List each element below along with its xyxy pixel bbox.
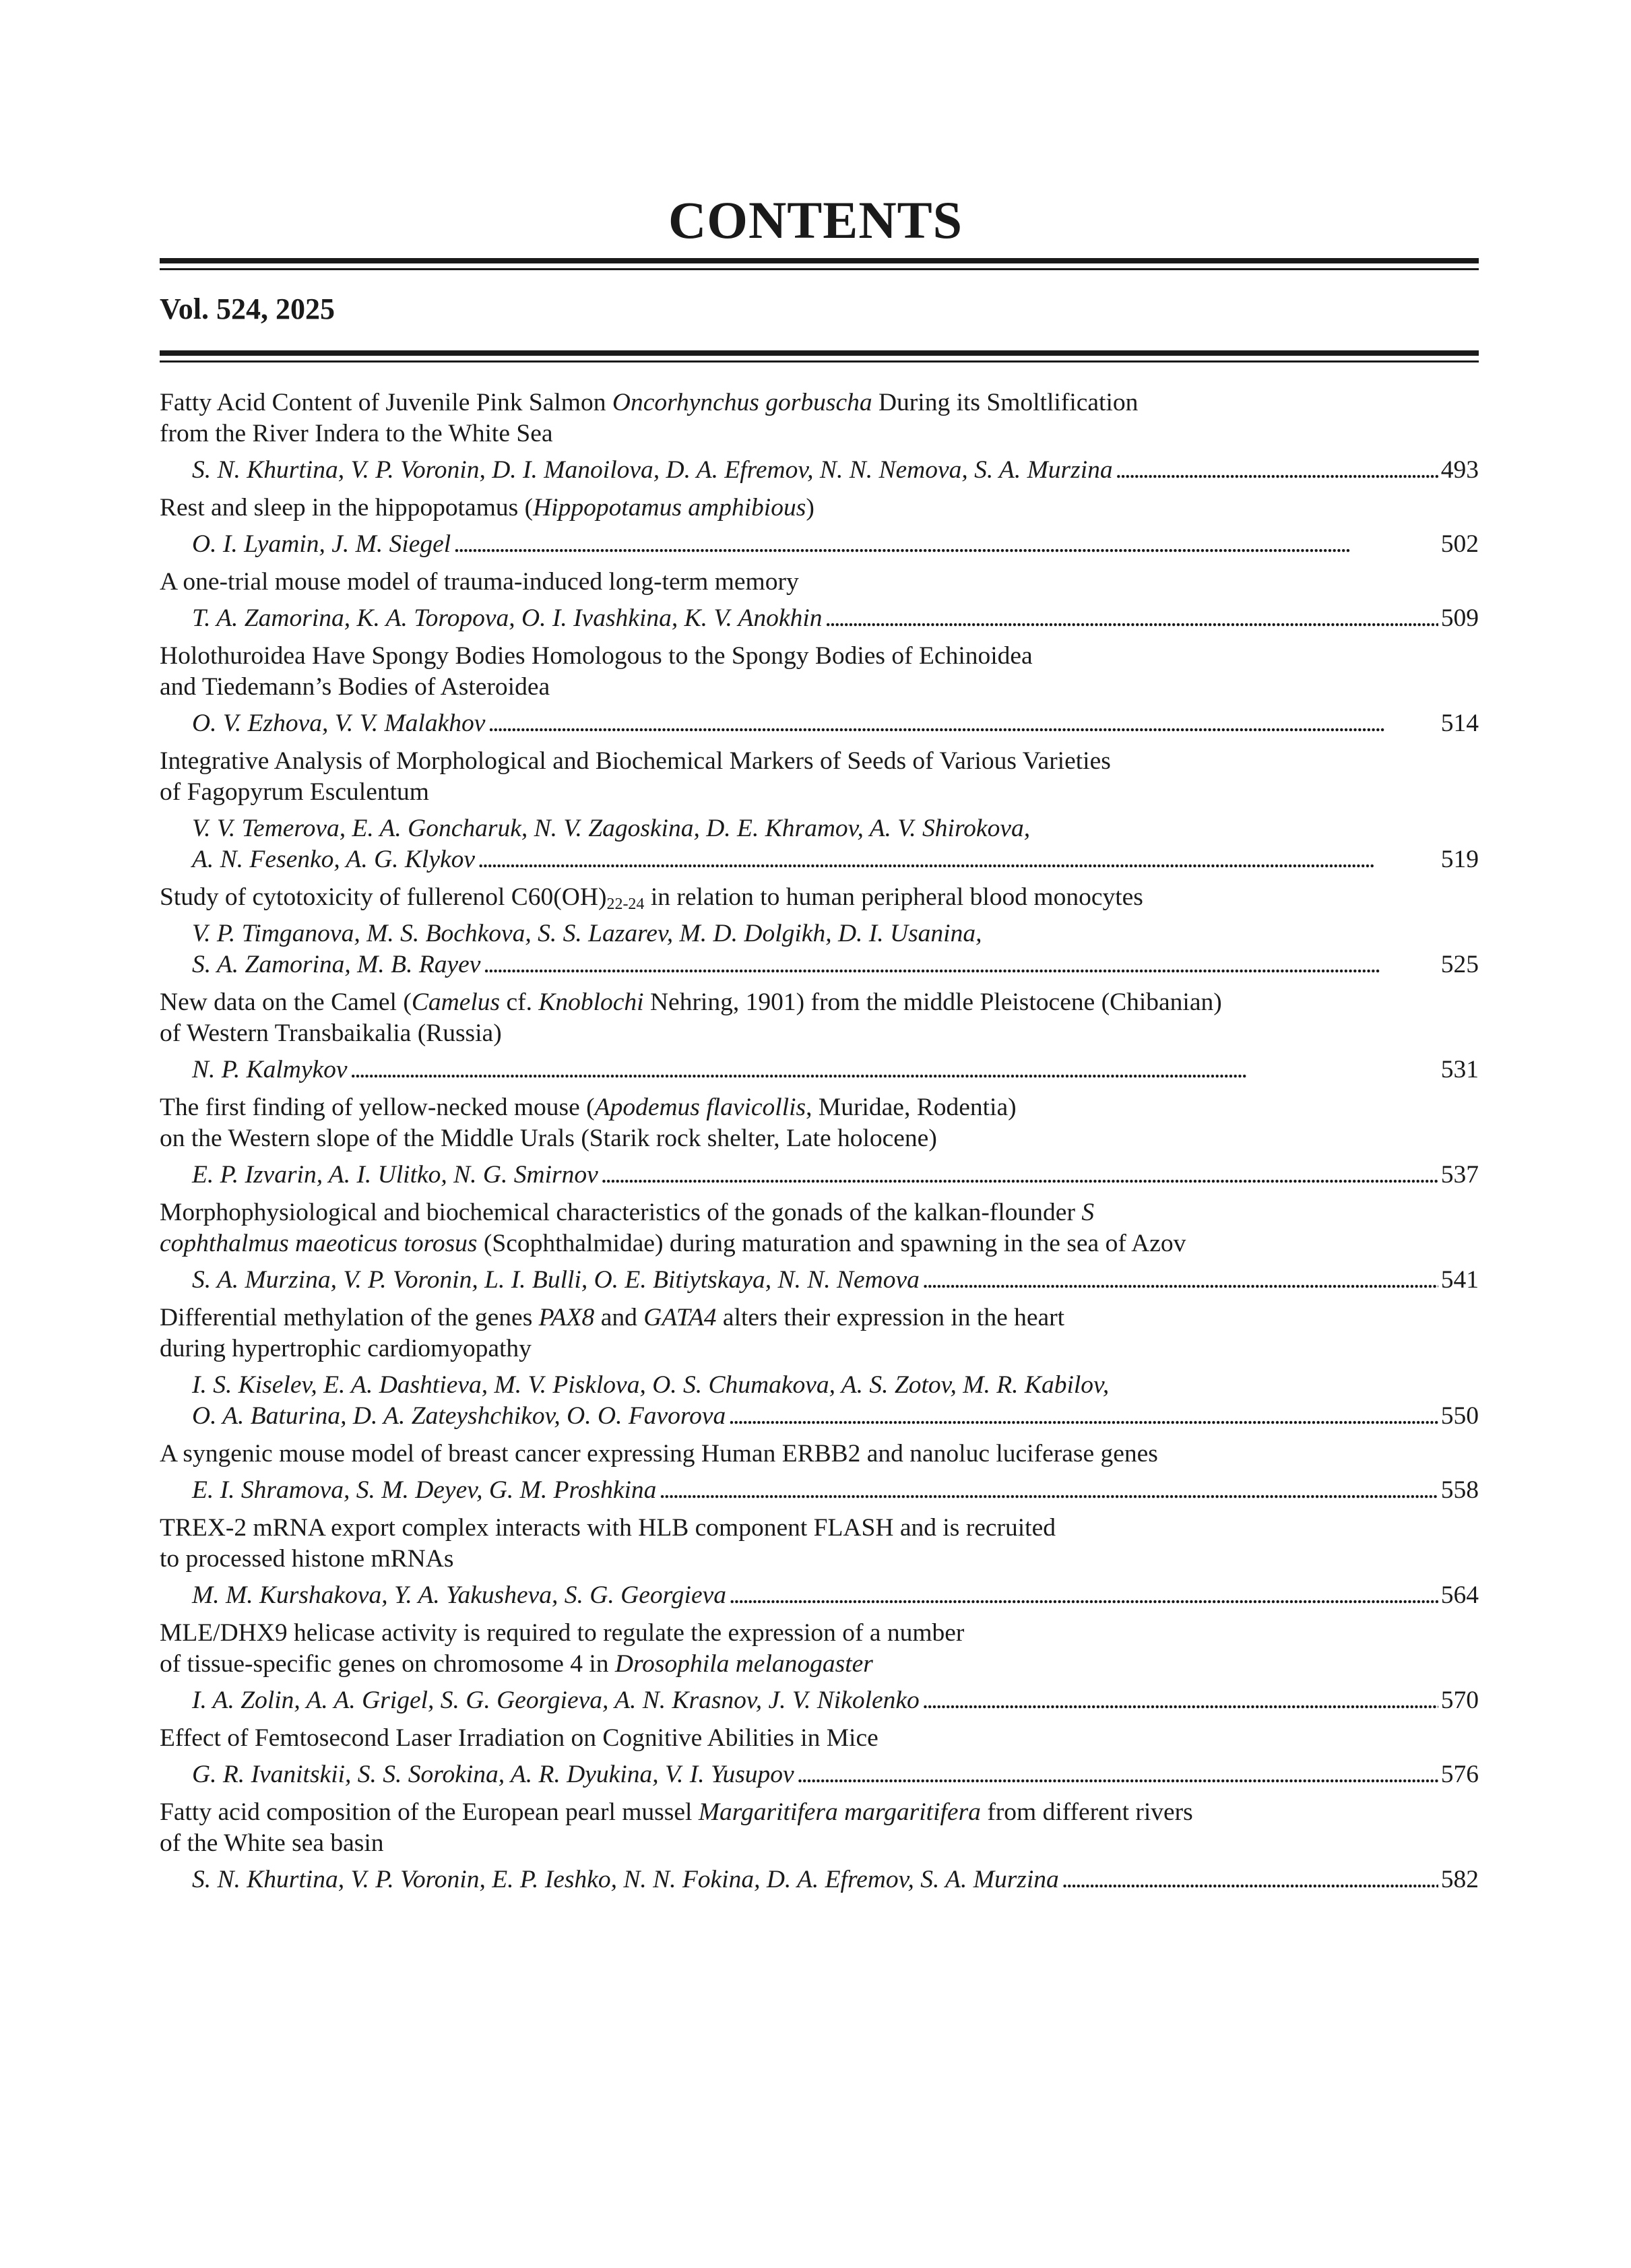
title-segment: of Western Transbaikalia (Russia) (160, 1019, 502, 1047)
entry-authors-last-line (160, 1265, 1479, 1296)
dot-leader (350, 1054, 1438, 1085)
entry-title-line (160, 1513, 1479, 1544)
title-segment: of tissue-specific genes on chromosome 4 in (160, 1650, 615, 1678)
entry-authors: O. A. Baturina, D. A. Zateyshchikov, O. O. Favorova (192, 1402, 726, 1430)
title-segment: Nehring, 1901) from the middle Pleistocene (Chibanian) (643, 988, 1222, 1016)
entry-title-line (160, 387, 1479, 418)
page-number[interactable]: 558 (1440, 1476, 1479, 1504)
page-title: CONTENTS (668, 191, 963, 249)
title-segment: from different rivers (980, 1798, 1193, 1826)
entry-authors: N. P. Kalmykov (192, 1056, 348, 1083)
title-segment: The first finding of yellow-necked mouse ( (160, 1094, 595, 1121)
contents-list (160, 387, 1479, 1902)
page-number[interactable]: 570 (1440, 1687, 1479, 1714)
title-segment: MLE/DHX9 helicase activity is required to regulate the expression of a number (160, 1619, 965, 1647)
page-number[interactable]: 493 (1440, 456, 1479, 484)
entry-authors-last-line (160, 844, 1479, 875)
entry-authors-last-line (160, 1054, 1479, 1085)
title-segment: alters their expression in the heart (716, 1304, 1065, 1331)
entry-title-line (160, 1723, 1479, 1754)
title-segment: (Scophthalmidae) during maturation and spawning in the sea of Azov (477, 1230, 1186, 1257)
entry-title-line (160, 1302, 1479, 1333)
dot-leader (659, 1475, 1438, 1506)
entry-title-line (160, 1197, 1479, 1228)
title-segment: Integrative Analysis of Morphological and Biochemical Markers of Seeds of Various Varieties (160, 747, 1111, 775)
dot-leader (922, 1265, 1438, 1296)
entry-authors: A. N. Fesenko, A. G. Klykov (192, 846, 476, 873)
title-italic-segment: Oncorhynchus gorbuscha (612, 389, 872, 416)
page-number[interactable]: 509 (1440, 604, 1479, 632)
entry-authors: E. I. Shramova, S. M. Deyev, G. M. Proshkina (192, 1476, 657, 1504)
contents-entry[interactable] (160, 1513, 1479, 1611)
title-segment: , Muridae, Rodentia) (806, 1094, 1017, 1121)
entry-title-line (160, 1618, 1479, 1649)
page-number[interactable]: 502 (1440, 530, 1479, 558)
entry-title-line (160, 777, 1479, 808)
title-segment: Holothuroidea Have Spongy Bodies Homologous to the Spongy Bodies of Echinoidea (160, 642, 1033, 670)
entry-authors: G. R. Ivanitskii, S. S. Sorokina, A. R. Dyukina, V. I. Yusupov (192, 1761, 794, 1788)
entry-authors: S. A. Zamorina, M. B. Rayev (192, 951, 481, 978)
title-italic-segment: Hippopotamus amphibious (533, 494, 806, 522)
contents-entry[interactable] (160, 1197, 1479, 1296)
dot-leader (478, 844, 1438, 875)
title-segment: in relation to human peripheral blood monocytes (644, 883, 1143, 911)
entry-authors: V. P. Timganova, M. S. Bochkova, S. S. Lazarev, M. D. Dolgikh, D. I. Usanina, (192, 920, 982, 947)
title-segment: Fatty Acid Content of Juvenile Pink Salmon (160, 389, 612, 416)
bottom-divider (160, 350, 1479, 363)
title-segment: Effect of Femtosecond Laser Irradiation on Cognitive Abilities in Mice (160, 1724, 878, 1752)
entry-authors-last-line (160, 708, 1479, 739)
contents-entry[interactable] (160, 1302, 1479, 1432)
entry-authors: S. N. Khurtina, V. P. Voronin, D. I. Manoilova, D. A. Efremov, N. N. Nemova, S. A. Murzina (192, 456, 1113, 484)
page-number[interactable]: 525 (1440, 951, 1479, 978)
entry-title-line (160, 567, 1479, 598)
title-segment: Fatty acid composition of the European pearl mussel (160, 1798, 699, 1826)
title-segment: cf. (500, 988, 539, 1016)
entry-title-line (160, 641, 1479, 672)
entry-title-line (160, 746, 1479, 777)
entry-title-line (160, 493, 1479, 524)
contents-entry[interactable] (160, 987, 1479, 1085)
entry-authors: M. M. Kurshakova, Y. A. Yakusheva, S. G. Georgieva (192, 1581, 727, 1609)
entry-authors: I. A. Zolin, A. A. Grigel, S. G. Georgieva, A. N. Krasnov, J. V. Nikolenko (192, 1687, 920, 1714)
dot-leader (1116, 455, 1438, 486)
volume-label: Vol. 524, 2025 (160, 292, 335, 325)
title-segment: Rest and sleep in the hippopotamus ( (160, 494, 534, 522)
entry-title-line (160, 1544, 1479, 1575)
title-segment: of Fagopyrum Esculentum (160, 778, 429, 806)
contents-entry[interactable] (160, 641, 1479, 739)
title-italic-segment: PAX8 (538, 1304, 595, 1331)
entry-authors: S. N. Khurtina, V. P. Voronin, E. P. Ieshko, N. N. Fokina, D. A. Efremov, S. A. Murzina (192, 1866, 1059, 1893)
entry-title-line (160, 1649, 1479, 1680)
dot-leader (728, 1401, 1438, 1432)
title-italic-segment: cophthalmus maeoticus torosus (160, 1230, 478, 1257)
title-italic-segment: GATA4 (643, 1304, 717, 1331)
entry-authors-last-line (160, 1160, 1479, 1191)
entry-authors: O. V. Ezhova, V. V. Malakhov (192, 710, 486, 737)
entry-title-line (160, 672, 1479, 703)
entry-authors-last-line (160, 1580, 1479, 1611)
dot-leader (1062, 1864, 1438, 1895)
page-number[interactable]: 537 (1440, 1161, 1479, 1189)
entry-authors-last-line (160, 1475, 1479, 1506)
entry-title-line (160, 1439, 1479, 1470)
title-segment: New data on the Camel ( (160, 988, 412, 1016)
dot-leader (922, 1685, 1438, 1716)
page-number[interactable]: 564 (1440, 1581, 1479, 1609)
contents-entry[interactable] (160, 567, 1479, 634)
title-segment: and Tiedemann’s Bodies of Asteroidea (160, 673, 550, 701)
dot-leader (601, 1160, 1438, 1191)
top-divider (160, 258, 1479, 270)
entry-title-line (160, 418, 1479, 449)
title-italic-segment: S (1081, 1199, 1095, 1226)
dot-leader (488, 708, 1438, 739)
page-number[interactable]: 576 (1440, 1761, 1479, 1788)
page-number[interactable]: 514 (1440, 710, 1479, 737)
contents-entry[interactable] (160, 1797, 1479, 1895)
dot-leader (729, 1580, 1438, 1611)
entry-authors: V. V. Temerova, E. A. Goncharuk, N. V. Zagoskina, D. E. Khramov, A. V. Shirokova, (192, 815, 1031, 842)
entry-authors-last-line (160, 1864, 1479, 1895)
entry-title-line (160, 1018, 1479, 1049)
title-segment: TREX-2 mRNA export complex interacts with HLB component FLASH and is recruited (160, 1514, 1056, 1542)
entry-authors: I. S. Kiselev, E. A. Dashtieva, M. V. Pisklova, O. S. Chumakova, A. S. Zotov, M. R. Kabilov, (192, 1371, 1110, 1399)
contents-entry[interactable] (160, 1092, 1479, 1191)
contents-entry[interactable] (160, 1723, 1479, 1790)
entry-authors: S. A. Murzina, V. P. Voronin, L. I. Bulli, O. E. Bitiytskaya, N. N. Nemova (192, 1266, 920, 1294)
entry-title-line (160, 1828, 1479, 1859)
entry-authors-last-line (160, 1401, 1479, 1432)
entry-title-line (160, 1228, 1479, 1259)
contents-entry[interactable] (160, 387, 1479, 486)
title-segment: Morphophysiological and biochemical characteristics of the gonads of the kalkan-flounder (160, 1199, 1082, 1226)
title-italic-segment: Drosophila melanogaster (614, 1650, 873, 1678)
contents-entry[interactable] (160, 882, 1479, 980)
page-number[interactable]: 582 (1440, 1866, 1479, 1893)
entry-authors-last-line (160, 603, 1479, 634)
title-italic-segment: Margaritifera margaritifera (698, 1798, 981, 1826)
entry-title-line (160, 1797, 1479, 1828)
entry-authors-last-line (160, 1759, 1479, 1790)
page-number[interactable]: 531 (1440, 1056, 1479, 1083)
contents-entry[interactable] (160, 1439, 1479, 1506)
title-segment: and (594, 1304, 644, 1331)
entry-authors: E. P. Izvarin, A. I. Ulitko, N. G. Smirnov (192, 1161, 598, 1189)
dot-leader (825, 603, 1438, 634)
entry-authors: T. A. Zamorina, K. A. Toropova, O. I. Ivashkina, K. V. Anokhin (192, 604, 823, 632)
title-segment: Differential methylation of the genes (160, 1304, 539, 1331)
title-segment: During its Smoltlification (872, 389, 1139, 416)
page-number[interactable]: 541 (1440, 1266, 1479, 1294)
entry-title-line (160, 1333, 1479, 1364)
title-italic-segment: Knoblochi (538, 988, 644, 1016)
entry-title-line (160, 882, 1479, 913)
page-number[interactable]: 550 (1440, 1402, 1479, 1430)
title-segment: ) (806, 494, 814, 522)
dot-leader (453, 529, 1438, 560)
entry-authors-last-line (160, 1685, 1479, 1716)
title-segment: A one-trial mouse model of trauma-induced long-term memory (160, 568, 799, 596)
dot-leader (797, 1759, 1438, 1790)
title-segment: to processed histone mRNAs (160, 1545, 454, 1573)
entry-authors: O. I. Lyamin, J. M. Siegel (192, 530, 451, 558)
entry-authors-last-line (160, 529, 1479, 560)
entry-authors-last-line (160, 949, 1479, 980)
title-segment: from the River Indera to the White Sea (160, 420, 553, 447)
entry-title-line (160, 987, 1479, 1018)
contents-entry[interactable] (160, 493, 1479, 560)
title-segment: Study of cytotoxicity of fullerenol C60(OH) (160, 883, 607, 911)
entry-authors-last-line (160, 455, 1479, 486)
contents-entry[interactable] (160, 746, 1479, 875)
page-number[interactable]: 519 (1440, 846, 1479, 873)
title-segment: during hypertrophic cardiomyopathy (160, 1335, 532, 1362)
entry-title-line (160, 1123, 1479, 1154)
contents-entry[interactable] (160, 1618, 1479, 1716)
title-italic-segment: Camelus (411, 988, 501, 1016)
title-italic-segment: Apodemus flavicollis (594, 1094, 806, 1121)
title-segment: of the White sea basin (160, 1829, 384, 1857)
title-segment: on the Western slope of the Middle Urals (Starik rock shelter, Late holocene) (160, 1125, 937, 1152)
entry-title-line (160, 1092, 1479, 1123)
dot-leader (483, 949, 1438, 980)
title-segment: A syngenic mouse model of breast cancer expressing Human ERBB2 and nanoluc luciferase genes (160, 1440, 1158, 1468)
title-subscript: 22-24 (606, 895, 645, 913)
